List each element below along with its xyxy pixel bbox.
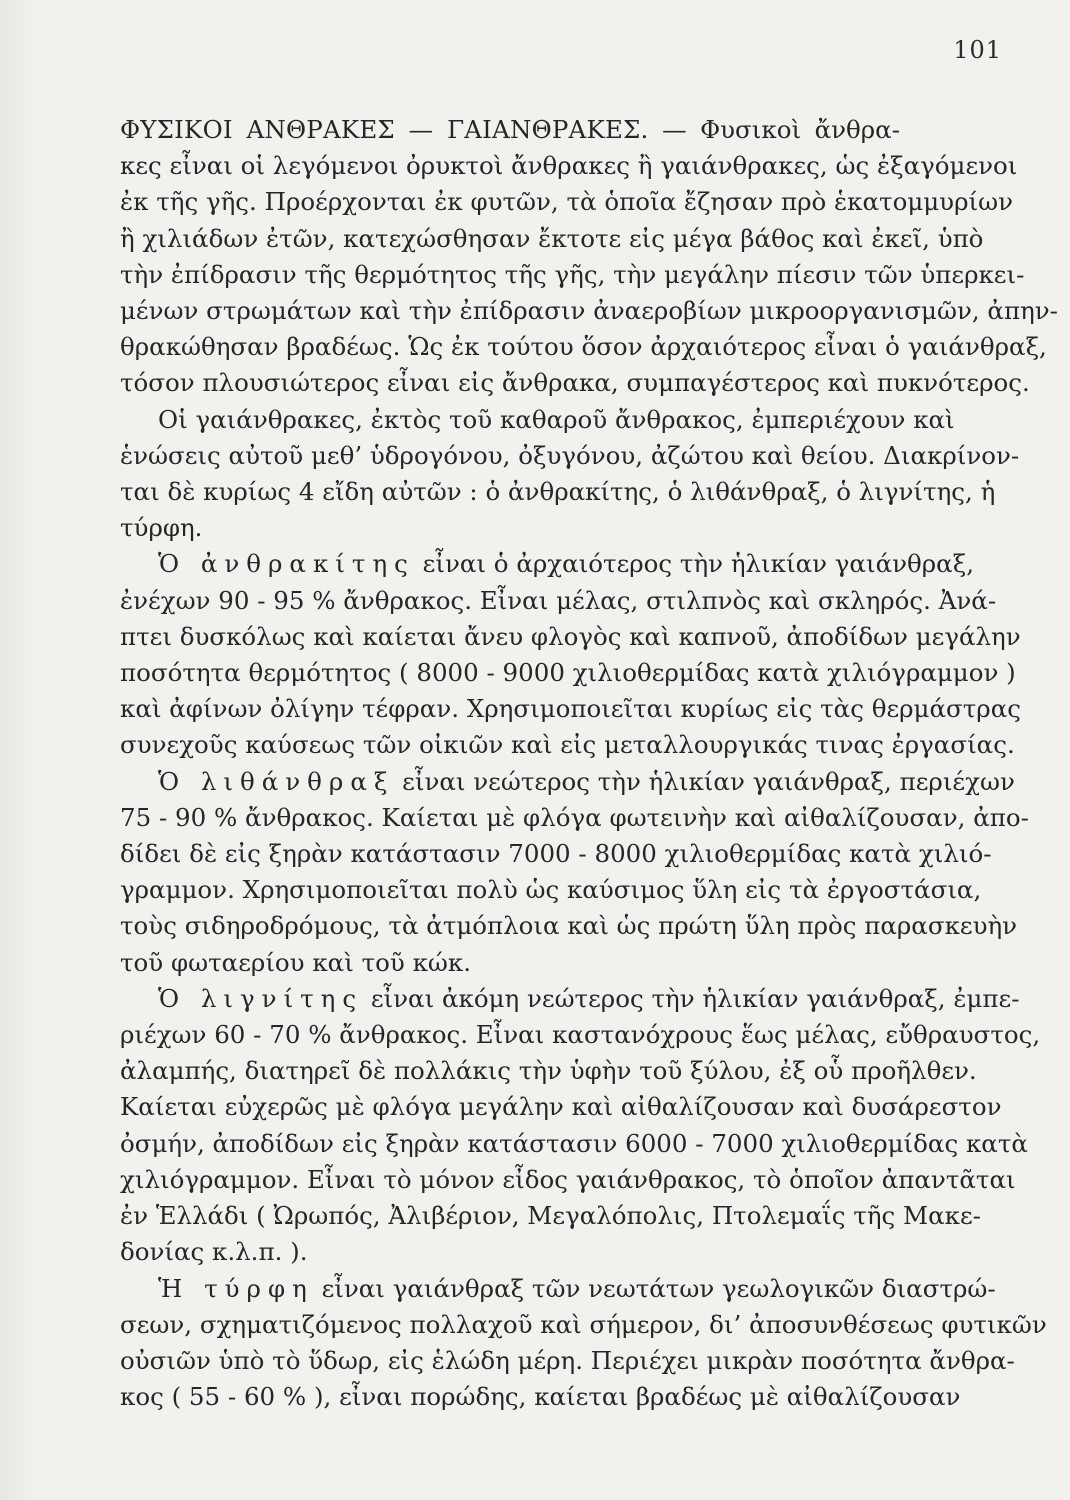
- line-text: — Φυσικοὶ ἄνθρα-: [648, 115, 900, 144]
- line-text: ποσότητα θερμότητος ( 8000 - 9000 χιλιοθερμίδας κατὰ χιλιόγραμμον ): [120, 658, 1016, 688]
- line-text: συνεχοῦς καύσεως τῶν οἰκιῶν καὶ εἰς μεταλλουργικάς τινας ἐργασίας.: [120, 730, 1015, 760]
- text-line: [120, 908, 1018, 944]
- text-line: [120, 1162, 1016, 1198]
- line-text: οὐσιῶν ὑπὸ τὸ ὕδωρ, εἰς ἑλώδη μέρη. Περιέχει μικρὰν ποσότητα ἄνθρα-: [120, 1345, 1015, 1375]
- text-line: [120, 727, 1015, 763]
- text-line: [120, 1198, 981, 1234]
- line-text: ριέχων 60 - 70 % ἄνθρακος. Εἶναι καστανόχρους ἕως μέλας, εὔθραυστος,: [120, 1020, 1041, 1050]
- text-line: [120, 184, 1013, 220]
- text-line: [120, 1234, 900, 1270]
- line-text: Οἱ γαιάνθρακες, ἐκτὸς τοῦ καθαροῦ ἄνθρακος, ἐμπεριέχουν καὶ: [158, 404, 955, 434]
- line-text: θρακώθησαν βραδέως. Ὡς ἐκ τούτου ὅσον ἀρχαιότερος εἶναι ὁ γαιάνθραξ,: [120, 332, 1047, 362]
- text-line: [120, 148, 1018, 184]
- text-line: [120, 402, 955, 438]
- text-line: [120, 293, 1058, 329]
- text-line: [120, 221, 984, 257]
- text-line: [120, 945, 900, 981]
- page-edge-shadow: [0, 0, 40, 1500]
- line-text: δίδει δὲ εἰς ξηρὰν κατάστασιν 7000 - 8000 χιλιοθερμίδας κατὰ χιλιό-: [120, 839, 992, 869]
- line-text: εἶναι γαιάνθραξ τῶν νεωτάτων γεωλογικῶν διαστρώ-: [313, 1273, 996, 1303]
- section-heading: ΦΥΣΙΚΟΙ ΑΝΘΡΑΚΕΣ — ΓΑΙΑΝΘΡΑΚΕΣ.: [120, 115, 649, 144]
- line-text: καὶ ἀφίνων ὀλίγην τέφραν. Χρησιμοποιεῖται κυρίως εἰς τὰς θερμάστρας: [120, 694, 1021, 724]
- text-line: [120, 1017, 1041, 1053]
- text-line: [120, 583, 997, 619]
- text-line: [120, 112, 900, 148]
- line-text: μένων στρωμάτων καὶ τὴν ἐπίδρασιν ἀναεροβίων μικροοργανισμῶν, ἀπην-: [120, 296, 1058, 326]
- term-spaced: Ὁ λιγνίτης: [158, 983, 364, 1013]
- text-line: [120, 1379, 961, 1415]
- term-spaced: Ὁ λιθάνθραξ: [158, 766, 395, 796]
- text-line: [120, 329, 1047, 365]
- line-text: ται δὲ κυρίως 4 εἴδη αὐτῶν : ὁ ἀνθρακίτης, ὁ λιθάνθραξ, ὁ λιγνίτης, ἡ: [120, 477, 996, 507]
- text-line: [120, 655, 1016, 691]
- line-text: εἶναι ἀκόμη νεώτερος τὴν ἡλικίαν γαιάνθραξ, ἐμπε-: [363, 983, 1020, 1013]
- text-line: [120, 474, 996, 510]
- text-line: [120, 365, 1030, 401]
- line-text: ἀλαμπής, διατηρεῖ δὲ πολλάκις τὴν ὑφὴν τοῦ ξύλου, ἐξ οὗ προῆλθεν.: [120, 1056, 977, 1086]
- line-text: ἑνώσεις αὐτοῦ μεθ’ ὑδρογόνου, ὀξυγόνου, ἀζώτου καὶ θείου. Διακρίνον-: [120, 440, 1020, 470]
- text-line: [120, 1053, 977, 1089]
- text-line: [120, 546, 975, 582]
- text-line: [120, 257, 1025, 293]
- line-text: κες εἶναι οἱ λεγόμενοι ὀρυκτοὶ ἄνθρακες ἢ γαιάνθρακες, ὡς ἐξαγόμενοι: [120, 151, 1018, 181]
- text-line: [120, 438, 1020, 474]
- text-line: [120, 800, 1029, 836]
- text-line: [120, 872, 982, 908]
- text-line: [120, 1271, 996, 1307]
- text-line: [120, 764, 1015, 800]
- text-line: [120, 1126, 1028, 1162]
- line-text: σεων, σχηματιζόμενος πολλαχοῦ καὶ σήμερον, δι’ ἀποσυνθέσεως φυτικῶν: [120, 1309, 1047, 1339]
- line-text: τοῦ φωταερίου καὶ τοῦ κώκ.: [120, 947, 471, 977]
- paragraph-peat: [120, 1271, 1047, 1416]
- term-spaced: Ἡ τύρφη: [158, 1273, 314, 1303]
- text-line: [120, 981, 1020, 1017]
- paragraph-bituminous: [120, 764, 1029, 981]
- line-text: ἐνέχων 90 - 95 % ἄνθρακος. Εἶναι μέλας, στιλπνὸς καὶ σκληρός. Ἀνά-: [120, 585, 997, 615]
- text-body: [120, 112, 1058, 1415]
- line-text: δονίας κ.λ.π. ).: [120, 1237, 308, 1267]
- line-text: ἐκ τῆς γῆς. Προέρχονται ἐκ φυτῶν, τὰ ὁποῖα ἔζησαν πρὸ ἑκατομμυρίων: [120, 187, 1013, 217]
- line-text: χιλιόγραμμον. Εἶναι τὸ μόνον εἶδος γαιάνθρακος, τὸ ὁποῖον ἀπαντᾶται: [120, 1164, 1016, 1194]
- paragraph-lignite: [120, 981, 1041, 1271]
- text-line: [120, 510, 900, 546]
- text-line: [120, 691, 1021, 727]
- line-text: γραμμον. Χρησιμοποιεῖται πολὺ ὡς καύσιμος ὕλη εἰς τὰ ἐργοστάσια,: [120, 875, 982, 905]
- paragraph-anthracite: [120, 546, 1021, 763]
- line-text: πτει δυσκόλως καὶ καίεται ἄνευ φλογὸς καὶ καπνοῦ, ἀποδίδων μεγάλην: [120, 621, 1021, 651]
- line-text: Καίεται εὐχερῶς μὲ φλόγα μεγάλην καὶ αἰθαλίζουσαν καὶ δυσάρεστον: [120, 1092, 1002, 1122]
- line-text: τόσον πλουσιώτερος εἶναι εἰς ἄνθρακα, συμπαγέστερος καὶ πυκνότερος.: [120, 368, 1030, 398]
- line-text: ἢ χιλιάδων ἐτῶν, κατεχώσθησαν ἔκτοτε εἰς μέγα βάθος καὶ ἐκεῖ, ὑπὸ: [120, 223, 984, 253]
- line-text: τύρφη.: [120, 513, 203, 543]
- text-line: [120, 1307, 1047, 1343]
- line-text: εἶναι ὁ ἀρχαιότερος τὴν ἡλικίαν γαιάνθραξ,: [414, 549, 975, 579]
- line-text: ὀσμήν, ἀποδίδων εἰς ξηρὰν κατάστασιν 6000 - 7000 χιλιοθερμίδας κατὰ: [120, 1128, 1028, 1158]
- text-line: [120, 619, 1021, 655]
- term-spaced: Ὁ ἀνθρακίτης: [158, 549, 415, 579]
- text-line: [120, 1089, 1002, 1125]
- line-text: τοὺς σιδηροδρόμους, τὰ ἀτμόπλοια καὶ ὡς πρώτη ὕλη πρὸς παρασκευὴν: [120, 911, 1018, 941]
- line-text: 75 - 90 % ἄνθρακος. Καίεται μὲ φλόγα φωτεινὴν καὶ αἰθαλίζουσαν, ἀπο-: [120, 802, 1029, 832]
- text-line: [120, 836, 992, 872]
- page-number: 101: [953, 36, 1002, 64]
- paragraph-intro: [120, 112, 1058, 402]
- line-text: κος ( 55 - 60 % ), εἶναι πορώδης, καίεται βραδέως μὲ αἰθαλίζουσαν: [120, 1382, 961, 1412]
- line-text: ἐν Ἑλλάδι ( Ὠρωπός, Ἀλιβέριον, Μεγαλόπολις, Πτολεμαΐς τῆς Μακε-: [120, 1201, 981, 1231]
- paragraph-kinds: [120, 402, 1020, 547]
- text-line: [120, 1343, 1015, 1379]
- line-text: εἶναι νεώτερος τὴν ἡλικίαν γαιάνθραξ, περιέχων: [394, 766, 1015, 796]
- line-text: τὴν ἐπίδρασιν τῆς θερμότητος τῆς γῆς, τὴν μεγάλην πίεσιν τῶν ὑπερκει-: [120, 259, 1025, 289]
